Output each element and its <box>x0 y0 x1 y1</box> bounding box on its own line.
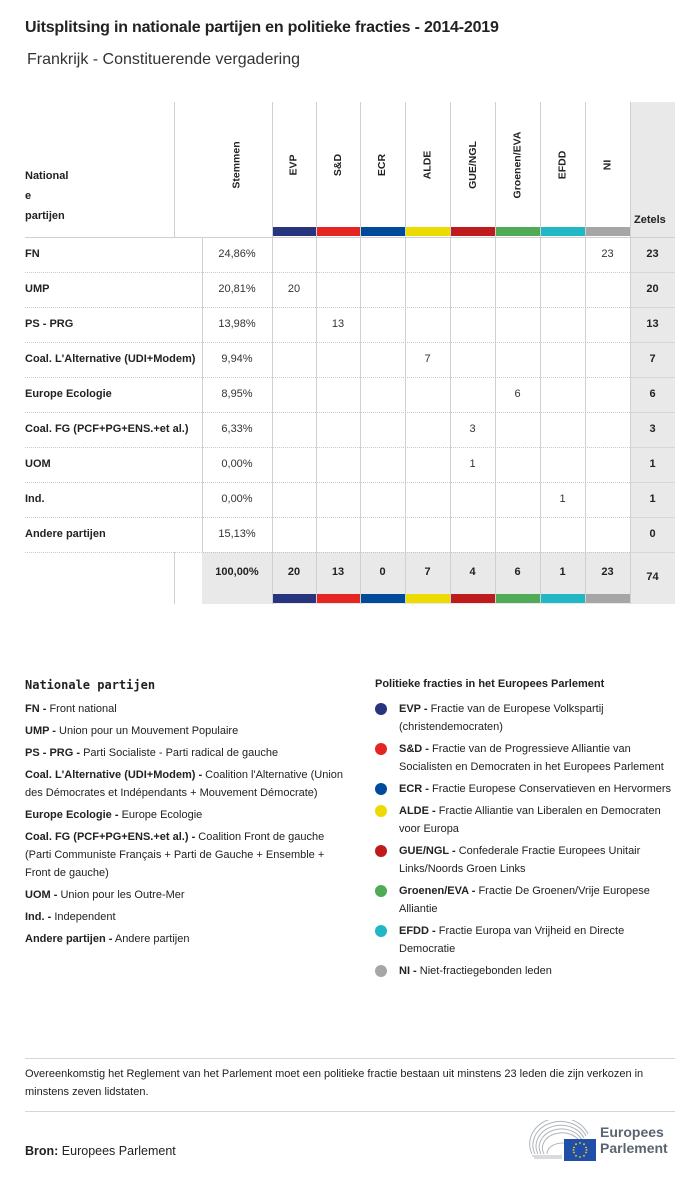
party-column-header <box>25 166 68 226</box>
votes-value: 8,95% <box>221 388 253 400</box>
european-parliament-logo <box>528 1120 678 1162</box>
source-label: Bron: <box>25 1144 59 1158</box>
group-column-header <box>495 102 540 227</box>
legend-text: Fractie De Groenen/Vrije Europese Alliantie <box>399 885 650 915</box>
national-parties-legend <box>25 700 345 952</box>
legend-text: Union pour un Mouvement Populaire <box>55 725 239 737</box>
group-color-bar <box>496 227 540 236</box>
legend-text: Coalition l'Alternative (Union des Démocrates et Indépendants + Mouvement Démocrate) <box>25 769 343 799</box>
legend-abbr: Groenen/EVA - <box>399 885 476 897</box>
color-dot-icon <box>375 965 387 977</box>
group-seat-total: 7 <box>424 566 431 578</box>
group-header-label: EFDD <box>556 150 569 179</box>
logo-line-2: Parlement <box>600 1140 668 1156</box>
column-divider <box>174 102 175 237</box>
row-separator <box>630 447 675 448</box>
color-dot-icon <box>375 885 387 897</box>
row-separator <box>25 517 630 518</box>
group-seat-total: 20 <box>287 566 301 578</box>
group-color-bar <box>541 594 585 603</box>
political-group-legend-item <box>375 922 675 958</box>
national-party-legend-item <box>25 722 345 740</box>
national-party-legend-item <box>25 930 345 948</box>
seat-total-value: 23 <box>646 248 659 260</box>
national-parties-legend-heading: Nationale partijen <box>25 678 156 692</box>
group-header-label: EVP <box>287 153 300 176</box>
group-color-bar <box>273 227 316 236</box>
column-divider <box>174 552 175 604</box>
group-color-bar <box>541 227 585 236</box>
legend-text: Fractie van de Progressieve Alliantie van Socialisten en Democraten in het Europees Parlement <box>399 743 664 773</box>
group-seat-value: 20 <box>287 283 301 295</box>
group-color-bar <box>317 594 360 603</box>
seat-total-value: 13 <box>646 318 659 330</box>
party-name: FN <box>25 248 40 260</box>
national-party-legend-item <box>25 886 345 904</box>
group-color-bar <box>451 594 495 603</box>
row-separator <box>25 377 630 378</box>
seat-total-value: 1 <box>649 458 656 470</box>
votes-value: 9,94% <box>221 353 253 365</box>
legend-abbr: FN - <box>25 703 47 715</box>
row-separator <box>25 482 630 483</box>
color-dot-icon <box>375 805 387 817</box>
page-subtitle: Frankrijk - Constituerende vergadering <box>27 51 301 68</box>
legend-text: Andere partijen <box>112 933 190 945</box>
group-seat-value: 3 <box>469 423 476 435</box>
group-seat-total: 1 <box>559 566 566 578</box>
group-seat-total: 23 <box>601 566 614 578</box>
group-color-bar <box>406 594 450 603</box>
row-separator <box>630 412 675 413</box>
group-header-label: S&D <box>331 153 344 176</box>
group-seat-total: 0 <box>379 566 386 578</box>
footnote: Overeenkomstig het Reglement van het Parlement moet een politieke fractie bestaan uit minstens 23 leden die zijn verkozen in minstens zeven lidstaten. <box>25 1068 644 1098</box>
divider <box>25 1111 675 1112</box>
group-seat-value: 23 <box>601 248 614 260</box>
row-separator <box>25 412 630 413</box>
group-seat-value: 13 <box>331 318 345 330</box>
group-seat-value: 6 <box>514 388 521 400</box>
row-separator <box>25 342 630 343</box>
legend-abbr: Coal. L'Alternative (UDI+Modem) - <box>25 769 203 781</box>
national-party-legend-item <box>25 766 345 802</box>
group-column-header <box>272 102 316 227</box>
row-separator <box>25 552 630 553</box>
political-group-legend-item <box>375 802 675 838</box>
legend-text: Independent <box>51 911 116 923</box>
group-seat-total: 6 <box>514 566 521 578</box>
group-color-bar <box>361 594 405 603</box>
seat-total-value: 3 <box>649 423 656 435</box>
group-header-label: ALDE <box>421 150 434 179</box>
votes-value: 6,33% <box>221 423 253 435</box>
votes-column-header <box>202 102 272 227</box>
row-separator <box>630 272 675 273</box>
group-seat-total: 4 <box>469 566 476 578</box>
legend-text: Niet-fractiegebonden leden <box>416 965 552 977</box>
row-separator <box>25 272 630 273</box>
party-header-line: e <box>25 190 32 202</box>
page-title: Uitsplitsing in nationale partijen en politieke fracties - 2014-2019 <box>25 19 499 36</box>
color-dot-icon <box>375 743 387 755</box>
row-separator <box>630 342 675 343</box>
votes-value: 24,86% <box>218 248 256 260</box>
legend-abbr: ALDE - <box>399 805 436 817</box>
group-seat-value: 1 <box>469 458 476 470</box>
color-dot-icon <box>375 783 387 795</box>
group-header-label: ECR <box>376 153 389 176</box>
political-group-legend-item <box>375 780 675 798</box>
group-column-header <box>360 102 405 227</box>
legend-abbr: ECR - <box>399 783 429 795</box>
legend-abbr: UMP - <box>25 725 56 737</box>
legend-abbr: EFDD - <box>399 925 436 937</box>
group-header-label: Groenen/EVA <box>511 131 524 198</box>
legend-text: Fractie Europese Conservatieven en Hervormers <box>428 783 672 795</box>
legend-abbr: NI - <box>399 965 417 977</box>
political-group-legend-item <box>375 740 675 776</box>
group-column-header <box>450 102 495 227</box>
row-separator <box>630 517 675 518</box>
color-dot-icon <box>375 703 387 715</box>
source-line <box>25 1144 176 1158</box>
political-group-legend-item <box>375 962 675 980</box>
seat-total-value: 1 <box>649 493 656 505</box>
group-column-header <box>585 102 630 227</box>
seat-total-value: 0 <box>649 528 656 540</box>
party-header-line: partijen <box>25 210 65 222</box>
political-group-legend-item <box>375 842 675 878</box>
national-party-legend-item <box>25 744 345 762</box>
votes-value: 0,00% <box>221 458 253 470</box>
votes-value: 20,81% <box>218 283 256 295</box>
national-party-legend-item <box>25 806 345 824</box>
group-header-label: GUE/NGL <box>466 140 479 189</box>
divider <box>25 1058 675 1059</box>
votes-value: 13,98% <box>218 318 256 330</box>
legend-abbr: Coal. FG (PCF+PG+ENS.+et al.) - <box>25 831 196 843</box>
political-groups-legend <box>375 700 675 984</box>
group-color-bar <box>586 227 630 236</box>
row-separator <box>630 307 675 308</box>
grand-total-seats: 74 <box>646 571 659 583</box>
legend-abbr: Ind. - <box>25 911 52 923</box>
legend-abbr: Europe Ecologie - <box>25 809 119 821</box>
seat-total-value: 7 <box>649 353 656 365</box>
hemicycle-icon <box>528 1120 598 1162</box>
row-separator <box>630 377 675 378</box>
party-name: UMP <box>25 283 50 295</box>
political-group-legend-item <box>375 882 675 918</box>
legend-text: Coalition Front de gauche (Parti Communiste Français + Parti de Gauche + Ensemble + Front de gauche) <box>25 831 325 879</box>
votes-value: 0,00% <box>221 493 253 505</box>
logo-line-1: Europees <box>600 1124 664 1140</box>
group-column-header <box>405 102 450 227</box>
legend-abbr: EVP - <box>399 703 428 715</box>
group-color-bar <box>586 594 630 603</box>
seat-total-value: 20 <box>646 283 659 295</box>
seats-column-header: Zetels <box>634 214 666 226</box>
legend-text: Europe Ecologie <box>118 809 203 821</box>
party-name: PS - PRG <box>25 318 74 330</box>
national-party-legend-item <box>25 700 345 718</box>
group-seat-value: 1 <box>559 493 566 505</box>
source-value: Europees Parlement <box>58 1144 176 1158</box>
group-color-bar <box>406 227 450 236</box>
group-color-bar <box>273 594 316 603</box>
national-party-legend-item <box>25 828 345 882</box>
national-party-legend-item <box>25 908 345 926</box>
legend-abbr: UOM - <box>25 889 58 901</box>
party-name: Coal. FG (PCF+PG+ENS.+et al.) <box>25 423 189 435</box>
party-name: Coal. L'Alternative (UDI+Modem) <box>25 353 196 365</box>
party-name: Europe Ecologie <box>25 388 112 400</box>
group-color-bar <box>451 227 495 236</box>
group-seat-total: 13 <box>331 566 345 578</box>
header-divider <box>25 237 675 238</box>
legend-abbr: S&D - <box>399 743 429 755</box>
color-dot-icon <box>375 845 387 857</box>
logo-text <box>600 1124 668 1156</box>
party-header-line: National <box>25 170 69 182</box>
party-name: UOM <box>25 458 51 470</box>
political-groups-legend-heading: Politieke fracties in het Europees Parlement <box>375 678 605 690</box>
group-color-bar <box>361 227 405 236</box>
legend-text: Front national <box>46 703 117 715</box>
group-seat-value: 7 <box>424 353 431 365</box>
legend-text: Fractie Europa van Vrijheid en Directe Democratie <box>399 925 625 955</box>
legend-text: Fractie van de Europese Volkspartij (christendemocraten) <box>399 703 604 733</box>
group-header-label: NI <box>601 159 614 170</box>
legend-abbr: PS - PRG - <box>25 747 81 759</box>
row-separator <box>630 552 675 553</box>
legend-abbr: Andere partijen - <box>25 933 113 945</box>
party-name: Andere partijen <box>25 528 106 540</box>
votes-total: 100,00% <box>215 566 259 578</box>
group-color-bar <box>317 227 360 236</box>
color-dot-icon <box>375 925 387 937</box>
row-separator <box>25 307 630 308</box>
votes-header-label: Stemmen <box>230 140 243 189</box>
group-color-bar <box>496 594 540 603</box>
party-name: Ind. <box>25 493 45 505</box>
seat-total-value: 6 <box>649 388 656 400</box>
row-separator <box>630 482 675 483</box>
group-column-header <box>540 102 585 227</box>
legend-text: Parti Socialiste - Parti radical de gauche <box>80 747 279 759</box>
legend-text: Fractie Alliantie van Liberalen en Democraten voor Europa <box>399 805 661 835</box>
votes-value: 15,13% <box>218 528 256 540</box>
legend-text: Union pour les Outre-Mer <box>57 889 185 901</box>
group-column-header <box>316 102 360 227</box>
political-group-legend-item <box>375 700 675 736</box>
legend-text: Confederale Fractie Europees Unitair Links/Noords Groen Links <box>399 845 641 875</box>
legend-abbr: GUE/NGL - <box>399 845 456 857</box>
row-separator <box>25 447 630 448</box>
